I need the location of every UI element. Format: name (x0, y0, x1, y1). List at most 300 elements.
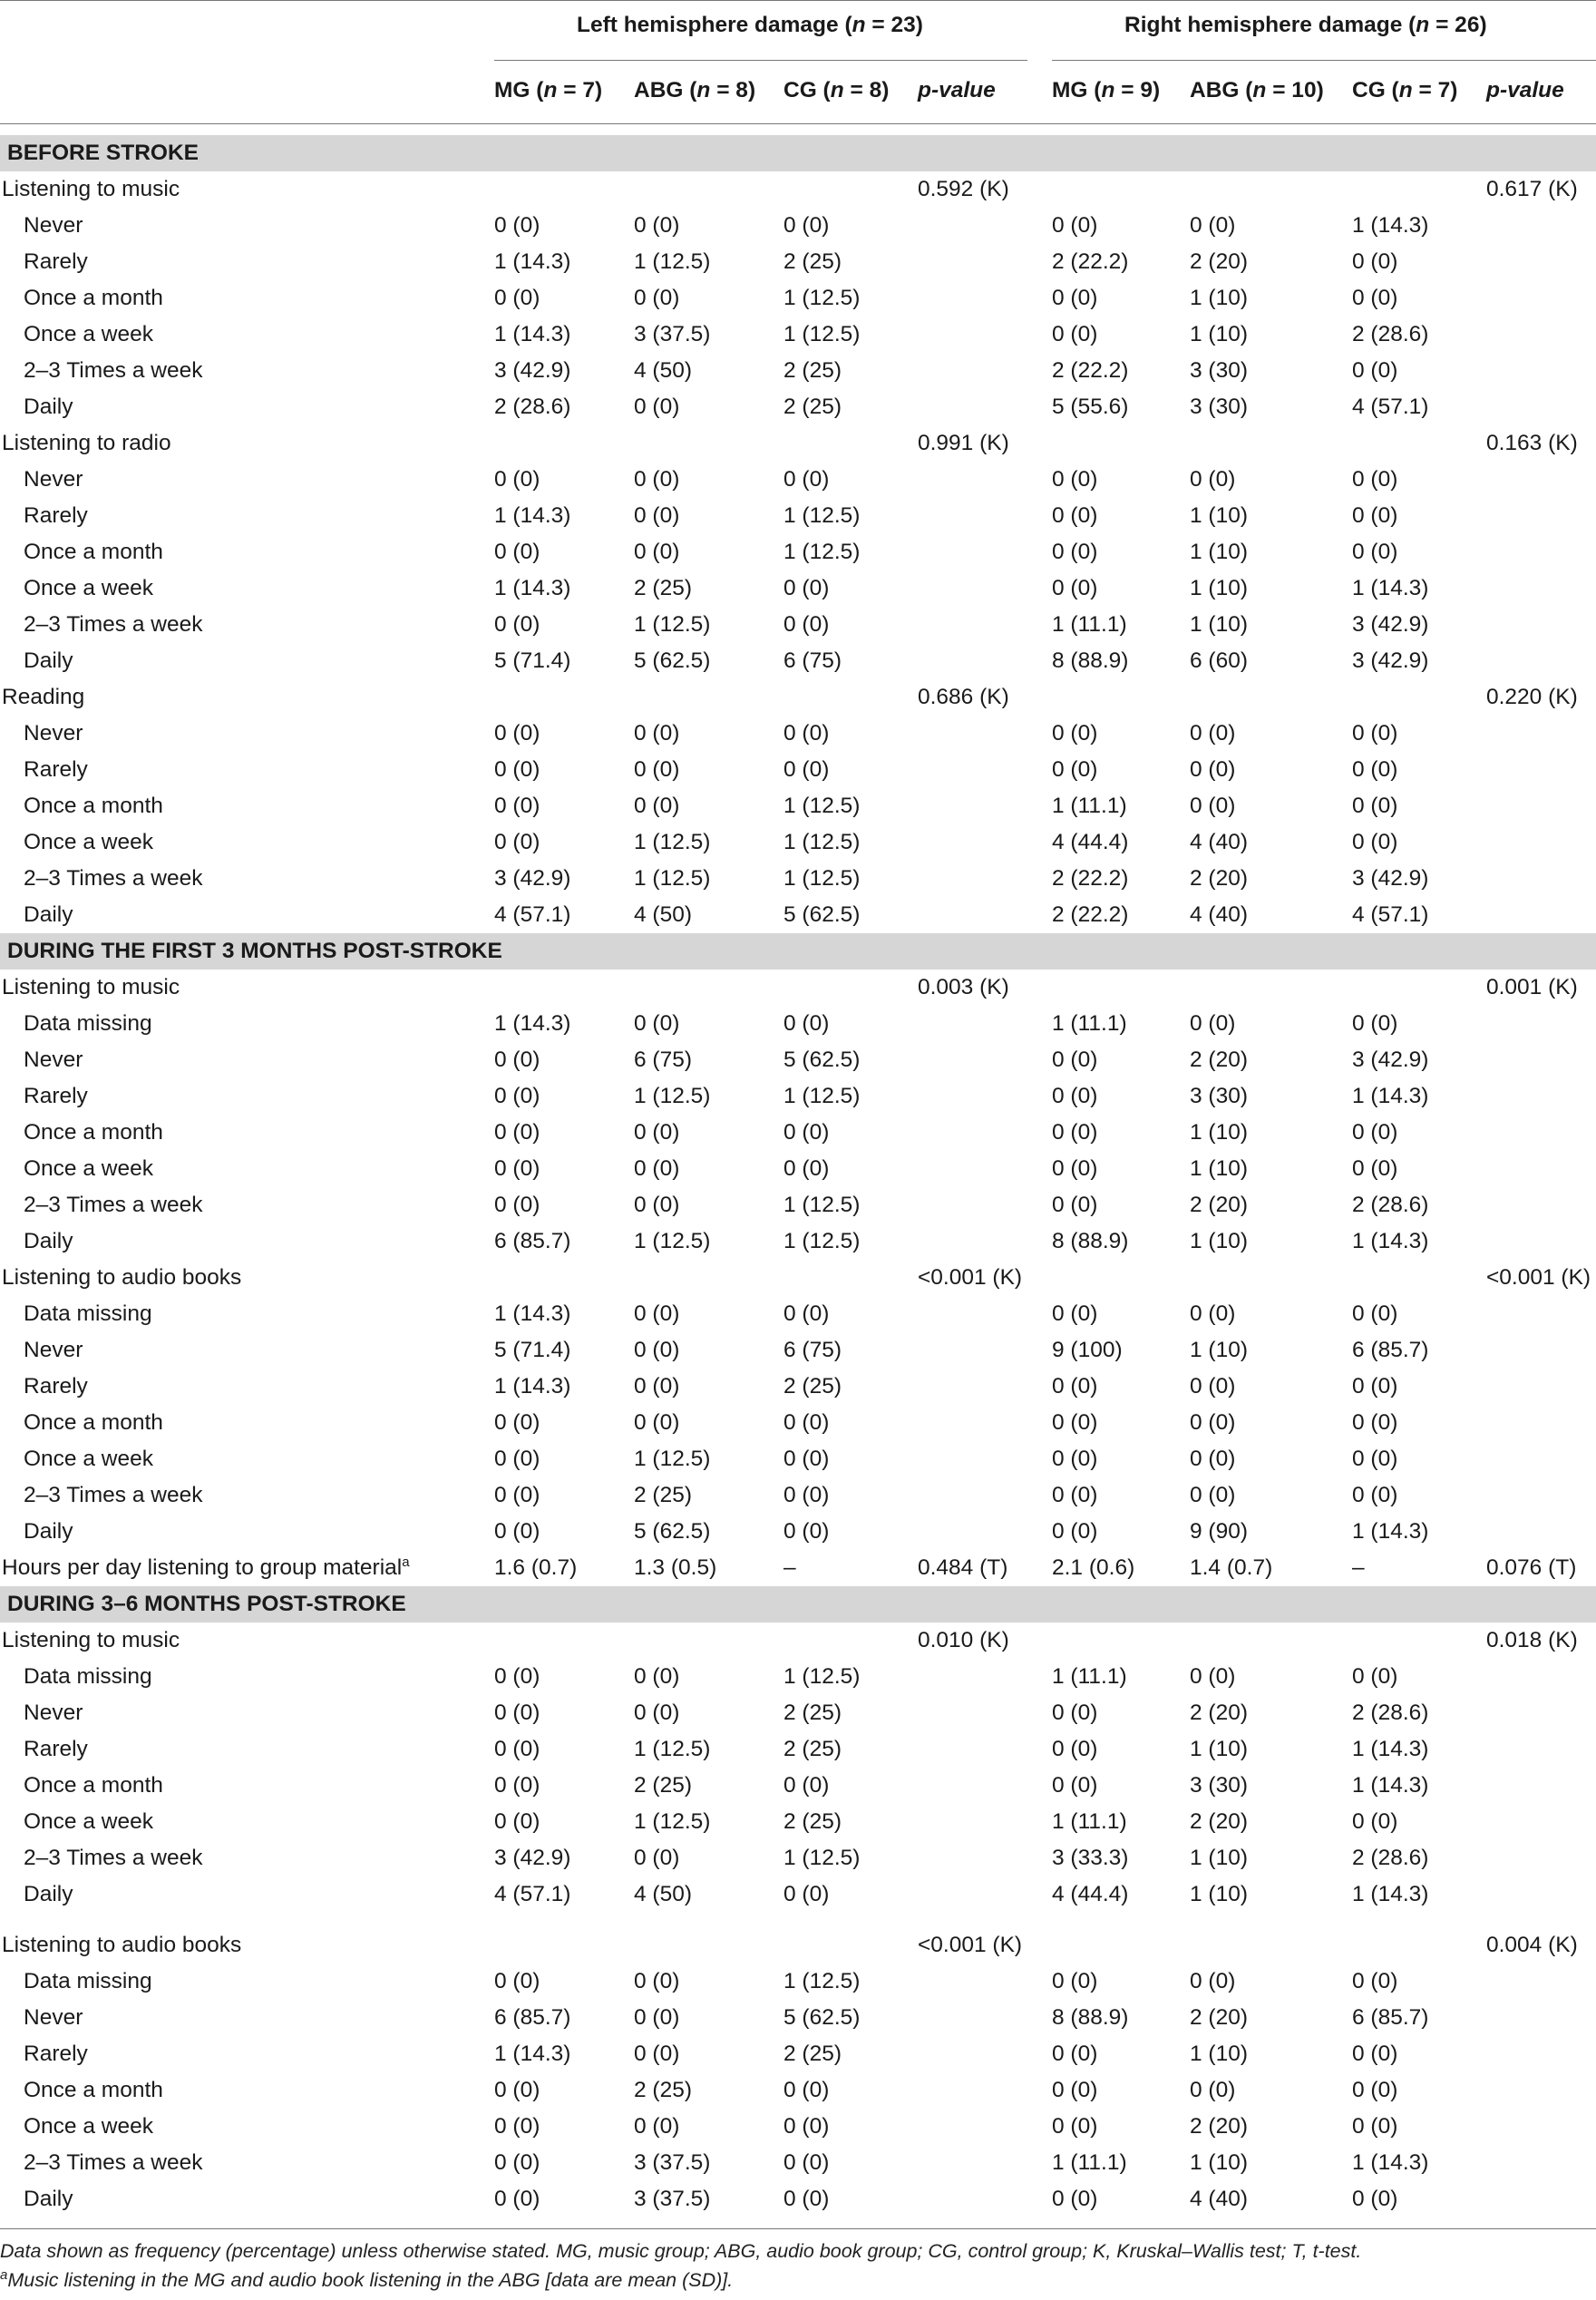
table-cell: 0 (0) (783, 1882, 830, 1906)
group-rule-left (494, 60, 1027, 61)
table-cell: 3 (37.5) (634, 2187, 711, 2211)
table-cell: 3 (33.3) (1052, 1846, 1129, 1870)
table-cell: 5 (62.5) (634, 1519, 711, 1544)
table-cell: 3 (30) (1190, 1084, 1249, 1108)
table-cell: 2 (28.6) (1352, 322, 1429, 346)
row-label-text: Once a week (24, 1447, 153, 1471)
table-cell: 0 (0) (1052, 2042, 1098, 2066)
table-row (0, 643, 1596, 679)
table-cell: 0 (0) (1352, 1120, 1398, 1145)
table-row (0, 716, 1596, 752)
table-cell: 0 (0) (1190, 1410, 1236, 1435)
table-cell: 2 (28.6) (494, 395, 571, 419)
table-cell: 3 (42.9) (494, 866, 571, 891)
table-cell: 0 (0) (1352, 2114, 1398, 2139)
table-cell: 0 (0) (1052, 721, 1098, 746)
table-cell: 6 (60) (1190, 648, 1249, 673)
table-cell: 2 (20) (1190, 1193, 1249, 1217)
row-label-text: Once a month (24, 2078, 163, 2102)
row-label-text: 2–3 Times a week (24, 866, 203, 891)
table-row (0, 2072, 1596, 2109)
table-cell: 1 (12.5) (783, 322, 861, 346)
table-cell: 0 (0) (783, 757, 830, 782)
column-header: ABG (n = 8) (634, 78, 756, 102)
table-cell: 0 (0) (1052, 1084, 1098, 1108)
footnote-marker: a (402, 1554, 410, 1570)
table-row (0, 897, 1596, 933)
table-cell: 0 (0) (494, 213, 540, 238)
table-row (0, 1731, 1596, 1768)
row-label (24, 1731, 88, 1768)
group-header-left: Left hemisphere damage (n = 23) (577, 13, 923, 37)
table-cell: 0 (0) (1052, 286, 1098, 310)
table-cell: 0 (0) (494, 1701, 540, 1725)
row-label-text: Never (24, 467, 83, 492)
table-cell: 2 (25) (783, 1701, 842, 1725)
table-cell: 1 (11.1) (1052, 1809, 1127, 1834)
table-cell: 1.3 (0.5) (634, 1555, 717, 1580)
table-row-category (0, 1927, 1596, 1964)
p-value-cell: 0.076 (T) (1486, 1555, 1577, 1580)
table-cell: 0 (0) (1352, 794, 1398, 818)
row-label (24, 2000, 83, 2036)
table-cell: 0 (0) (1052, 467, 1098, 492)
row-label (24, 1964, 152, 2000)
table-cell: 0 (0) (494, 2187, 540, 2211)
table-cell: 0 (0) (1190, 2078, 1236, 2102)
row-label-text: Listening to music (2, 1628, 180, 1652)
table-cell: 2 (20) (1190, 1048, 1249, 1072)
row-label-text: Reading (2, 685, 85, 709)
table-cell: 1 (14.3) (494, 322, 571, 346)
column-header: CG (n = 7) (1352, 78, 1458, 102)
table-cell: 0 (0) (1052, 2078, 1098, 2102)
table-cell: 0 (0) (494, 1483, 540, 1507)
row-label-text: Data missing (24, 1969, 152, 1993)
table-row (0, 1006, 1596, 1042)
table-cell: 0 (0) (634, 1193, 680, 1217)
table-cell: 1 (12.5) (783, 540, 861, 564)
table-cell: 0 (0) (1052, 540, 1098, 564)
table-cell: 0 (0) (1352, 757, 1398, 782)
table-cell: 1 (14.3) (494, 503, 571, 528)
table-cell: 0 (0) (1190, 1447, 1236, 1471)
table-cell: 0 (0) (1052, 1410, 1098, 1435)
table-cell: 1 (10) (1190, 1882, 1249, 1906)
table-cell: 1 (12.5) (634, 1809, 711, 1834)
table-row (0, 498, 1596, 534)
table-cell: 0 (0) (1190, 213, 1236, 238)
row-label-text: Data missing (24, 1301, 152, 1326)
table-cell: 0 (0) (783, 467, 830, 492)
row-label-text: Rarely (24, 757, 88, 782)
table-cell: 0 (0) (1052, 1193, 1098, 1217)
table-row (0, 1369, 1596, 1405)
table-cell: 0 (0) (1352, 358, 1398, 383)
p-value-cell: 0.686 (K) (918, 685, 1009, 709)
table-cell: 3 (42.9) (1352, 648, 1429, 673)
row-label (24, 1514, 73, 1550)
row-label-text: Listening to radio (2, 431, 171, 455)
table-cell: 1 (11.1) (1052, 2150, 1127, 2175)
table-cell: 1 (12.5) (783, 503, 861, 528)
table-cell: 0 (0) (1190, 721, 1236, 746)
p-value-cell: 0.004 (K) (1486, 1933, 1578, 1957)
table-cell: 1 (14.3) (494, 1374, 571, 1399)
table-row (0, 1332, 1596, 1369)
footnote-marker: a (0, 2266, 8, 2283)
table-cell: 9 (90) (1190, 1519, 1249, 1544)
table-bottom-rule (0, 2228, 1596, 2229)
table-row (0, 2109, 1596, 2145)
row-label-text: Listening to audio books (2, 1933, 242, 1957)
table-row (0, 1768, 1596, 1804)
table-cell: 1 (11.1) (1052, 612, 1127, 637)
table-cell: 2 (25) (783, 395, 842, 419)
p-value-cell: 0.001 (K) (1486, 975, 1578, 999)
table-cell: 0 (0) (1352, 1410, 1398, 1435)
table-cell: 3 (42.9) (1352, 1048, 1429, 1072)
table-row (0, 752, 1596, 788)
table-cell: 2 (22.2) (1052, 902, 1129, 927)
table-cell: 1 (14.3) (494, 2042, 571, 2066)
table-cell: 3 (37.5) (634, 322, 711, 346)
row-label (24, 643, 73, 679)
p-value-cell: <0.001 (K) (918, 1933, 1023, 1957)
table-cell: 5 (62.5) (634, 648, 711, 673)
group-header-right: Right hemisphere damage (n = 26) (1124, 13, 1487, 37)
table-cell: 0 (0) (1190, 757, 1236, 782)
table-cell: 1 (12.5) (634, 1229, 711, 1253)
table-cell: 1 (10) (1190, 576, 1249, 600)
table-cell: 3 (30) (1190, 358, 1249, 383)
row-label-text: 2–3 Times a week (24, 1193, 203, 1217)
row-label-text: Data missing (24, 1011, 152, 1036)
row-label (24, 2181, 73, 2217)
top-rule (0, 0, 1596, 1)
table-cell: 1 (14.3) (1352, 1519, 1429, 1544)
table-row (0, 1840, 1596, 1876)
table-row (0, 1078, 1596, 1115)
row-label (24, 244, 88, 280)
table-cell: 3 (42.9) (494, 358, 571, 383)
table-cell: 0 (0) (1352, 286, 1398, 310)
table-cell: 4 (50) (634, 358, 693, 383)
table-cell: 4 (40) (1190, 830, 1249, 854)
table-cell: 1 (14.3) (1352, 213, 1429, 238)
table-cell: 0 (0) (634, 794, 680, 818)
table-cell: 0 (0) (494, 1048, 540, 1072)
table-cell: 2 (22.2) (1052, 249, 1129, 274)
row-label (24, 1441, 153, 1477)
row-label-text: Once a week (24, 576, 153, 600)
table-cell: 1 (12.5) (634, 866, 711, 891)
table-cell: 6 (75) (783, 1338, 842, 1362)
table-cell: 4 (57.1) (1352, 902, 1429, 927)
row-label (2, 1260, 241, 1296)
table-cell: 1 (14.3) (1352, 1737, 1429, 1761)
row-label-text: Rarely (24, 503, 88, 528)
table-cell: 5 (62.5) (783, 1048, 861, 1072)
table-row (0, 1804, 1596, 1840)
table-row (0, 534, 1596, 570)
row-label-text: Once a month (24, 286, 163, 310)
p-value-cell: 0.991 (K) (918, 431, 1009, 455)
section-title: BEFORE STROKE (7, 141, 199, 165)
row-label (24, 1151, 153, 1187)
row-label-text: Once a month (24, 1773, 163, 1798)
row-label (24, 1768, 163, 1804)
table-cell: 0 (0) (1190, 1301, 1236, 1326)
table-cell: 1 (14.3) (1352, 1229, 1429, 1253)
table-cell: 0 (0) (783, 2078, 830, 2102)
row-label-text: 2–3 Times a week (24, 358, 203, 383)
table-cell: 0 (0) (1352, 467, 1398, 492)
table-cell: 2 (25) (783, 1809, 842, 1834)
table-cell: 0 (0) (783, 721, 830, 746)
table-cell: 0 (0) (1352, 2042, 1398, 2066)
table-cell: 4 (50) (634, 902, 693, 927)
table-cell: 5 (71.4) (494, 1338, 571, 1362)
table-cell: 2 (28.6) (1352, 1701, 1429, 1725)
table-row (0, 1223, 1596, 1260)
row-label (24, 1296, 152, 1332)
table-cell: 9 (100) (1052, 1338, 1123, 1362)
table-cell: 0 (0) (1052, 322, 1098, 346)
table-cell: 0 (0) (1352, 540, 1398, 564)
row-label (24, 2109, 153, 2145)
table-cell: 0 (0) (1352, 503, 1398, 528)
table-cell: 0 (0) (783, 1447, 830, 1471)
table-cell: 0 (0) (634, 1846, 680, 1870)
table-cell: 0 (0) (634, 1701, 680, 1725)
table-cell: 1 (10) (1190, 540, 1249, 564)
row-label (2, 970, 180, 1006)
row-label (24, 607, 202, 643)
row-label-text: Once a month (24, 540, 163, 564)
table-cell: 0 (0) (494, 2114, 540, 2139)
table-cell: 0 (0) (783, 2187, 830, 2211)
column-header: CG (n = 8) (783, 78, 890, 102)
table-row-category (0, 1623, 1596, 1659)
table-cell: 1.6 (0.7) (494, 1555, 578, 1580)
row-label (24, 2145, 202, 2181)
table-cell: 0 (0) (494, 721, 540, 746)
table-cell: 5 (55.6) (1052, 395, 1129, 419)
section-title: DURING THE FIRST 3 MONTHS POST-STROKE (7, 939, 502, 963)
row-label (24, 1804, 153, 1840)
row-label (24, 353, 202, 389)
table-cell: 1 (10) (1190, 1120, 1249, 1145)
table-cell: 0 (0) (783, 213, 830, 238)
table-cell: 0 (0) (634, 2005, 680, 2030)
row-label (24, 2036, 88, 2072)
column-header: p-value (918, 78, 996, 102)
table-cell: 0 (0) (1052, 757, 1098, 782)
table-row (0, 607, 1596, 643)
table-cell: 2 (22.2) (1052, 866, 1129, 891)
table-cell: 1 (14.3) (494, 249, 571, 274)
table-cell: 2 (20) (1190, 2005, 1249, 2030)
table-cell: 0 (0) (783, 1773, 830, 1798)
table-cell: 0 (0) (494, 1773, 540, 1798)
row-label (24, 1369, 88, 1405)
table-cell: 1 (12.5) (783, 830, 861, 854)
table-cell: 0 (0) (494, 1156, 540, 1181)
table-cell: 1.4 (0.7) (1190, 1555, 1273, 1580)
table-cell: 0 (0) (1052, 1737, 1098, 1761)
table-cell: 1 (10) (1190, 2042, 1249, 2066)
table-row (0, 861, 1596, 897)
table-cell: 5 (62.5) (783, 2005, 861, 2030)
table-cell: 3 (42.9) (494, 1846, 571, 1870)
row-label-text: Once a week (24, 1809, 153, 1834)
row-label-text: Rarely (24, 1084, 88, 1108)
row-label (2, 1550, 410, 1586)
row-label (24, 1187, 202, 1223)
row-label (24, 534, 163, 570)
table-row-category (0, 679, 1596, 716)
table-row (0, 244, 1596, 280)
table-cell: 0 (0) (634, 1664, 680, 1689)
table-cell: 0 (0) (1352, 2078, 1398, 2102)
row-label-text: Listening to music (2, 177, 180, 201)
table-cell: 1 (11.1) (1052, 1011, 1127, 1036)
row-label (2, 171, 180, 208)
table-cell: 6 (85.7) (1352, 1338, 1429, 1362)
table-cell: 0 (0) (1052, 2114, 1098, 2139)
table-cell: 0 (0) (1052, 1969, 1098, 1993)
table-cell: 0 (0) (1052, 1701, 1098, 1725)
row-label (24, 1223, 73, 1260)
row-label-text: Listening to audio books (2, 1265, 242, 1290)
table-cell: 0 (0) (1052, 1156, 1098, 1181)
table-cell: 1 (12.5) (634, 1084, 711, 1108)
row-label (24, 2072, 163, 2109)
table-cell: 0 (0) (1352, 1011, 1398, 1036)
row-label (24, 1006, 152, 1042)
table-row (0, 280, 1596, 317)
row-label (24, 462, 83, 498)
table-cell: – (783, 1555, 796, 1580)
p-value-cell: 0.220 (K) (1486, 685, 1578, 709)
table-cell: 0 (0) (1052, 1120, 1098, 1145)
table-cell: 1 (12.5) (634, 249, 711, 274)
table-cell: 0 (0) (1352, 249, 1398, 274)
table-cell: 0 (0) (1352, 1447, 1398, 1471)
row-label-text: Data missing (24, 1664, 152, 1689)
table-cell: 0 (0) (1052, 1374, 1098, 1399)
table-cell: 1 (12.5) (783, 866, 861, 891)
table-cell: 1 (12.5) (634, 830, 711, 854)
table-cell: 1 (12.5) (783, 1969, 861, 1993)
table-row (0, 317, 1596, 353)
table-cell: 1 (12.5) (783, 1193, 861, 1217)
table-cell: 0 (0) (1052, 1483, 1098, 1507)
table-cell: 0 (0) (634, 1120, 680, 1145)
row-label-text: Once a month (24, 794, 163, 818)
table-cell: 6 (85.7) (494, 1229, 571, 1253)
table-row (0, 353, 1596, 389)
table-cell: 2 (25) (783, 1374, 842, 1399)
table-row (0, 2036, 1596, 2072)
column-header: ABG (n = 10) (1190, 78, 1324, 102)
table-cell: 0 (0) (494, 1519, 540, 1544)
row-label-text: Never (24, 1338, 83, 1362)
table-cell: 0 (0) (1352, 721, 1398, 746)
table-cell: 0 (0) (494, 540, 540, 564)
table-cell: 0 (0) (494, 612, 540, 637)
row-label (24, 788, 163, 824)
table-cell: 5 (71.4) (494, 648, 571, 673)
table-cell: 3 (30) (1190, 395, 1249, 419)
row-label-text: Once a month (24, 1410, 163, 1435)
row-label-text: Rarely (24, 2042, 88, 2066)
table-cell: 1 (14.3) (494, 576, 571, 600)
table-cell: 2.1 (0.6) (1052, 1555, 1135, 1580)
table-cell: 2 (20) (1190, 2114, 1249, 2139)
footnote-abbreviations: Data shown as frequency (percentage) unless otherwise stated. MG, music group; ABG, audio book group; CG, control group; K, Kruskal–Wallis test; T, t-test. (0, 2240, 1362, 2262)
table-cell: 0 (0) (634, 2114, 680, 2139)
row-label (24, 1332, 83, 1369)
p-value-cell: 0.018 (K) (1486, 1628, 1578, 1652)
table-cell: 2 (20) (1190, 249, 1249, 274)
row-label-text: Never (24, 1701, 83, 1725)
table-cell: 4 (44.4) (1052, 830, 1129, 854)
table-cell: 0 (0) (1190, 1664, 1236, 1689)
table-cell: 0 (0) (634, 286, 680, 310)
table-cell: – (1352, 1555, 1365, 1580)
table-cell: 2 (20) (1190, 1701, 1249, 1725)
row-label (24, 498, 88, 534)
row-label (2, 1927, 241, 1964)
p-value-cell: 0.592 (K) (918, 177, 1009, 201)
p-value-cell: <0.001 (K) (1486, 1265, 1591, 1290)
table-cell: 4 (40) (1190, 2187, 1249, 2211)
table-cell: 0 (0) (783, 1410, 830, 1435)
table-cell: 0 (0) (783, 2114, 830, 2139)
row-label (2, 679, 84, 716)
table-row-category (0, 425, 1596, 462)
table-cell: 1 (14.3) (1352, 1773, 1429, 1798)
row-label-text: Once a week (24, 322, 153, 346)
row-label (24, 716, 83, 752)
table-cell: 1 (10) (1190, 2150, 1249, 2175)
table-cell: 0 (0) (634, 721, 680, 746)
table-cell: 1 (14.3) (1352, 2150, 1429, 2175)
row-label (24, 1840, 202, 1876)
table-cell: 0 (0) (494, 1120, 540, 1145)
table-cell: 6 (75) (634, 1048, 693, 1072)
group-rule-right (1052, 60, 1596, 61)
table-cell: 2 (28.6) (1352, 1193, 1429, 1217)
table-cell: 0 (0) (634, 1301, 680, 1326)
table-cell: 6 (85.7) (1352, 2005, 1429, 2030)
table-row (0, 1441, 1596, 1477)
table-row (0, 1876, 1596, 1913)
table-cell: 0 (0) (1190, 1011, 1236, 1036)
table-cell: 3 (37.5) (634, 2150, 711, 2175)
row-label-text: 2–3 Times a week (24, 612, 203, 637)
table-cell: 1 (12.5) (783, 1084, 861, 1108)
row-label (24, 752, 88, 788)
row-label-text: Rarely (24, 1374, 88, 1399)
column-header: MG (n = 7) (494, 78, 603, 102)
table-cell: 1 (10) (1190, 612, 1249, 637)
table-cell: 0 (0) (634, 503, 680, 528)
row-label-text: 2–3 Times a week (24, 2150, 203, 2175)
row-label (24, 280, 163, 317)
